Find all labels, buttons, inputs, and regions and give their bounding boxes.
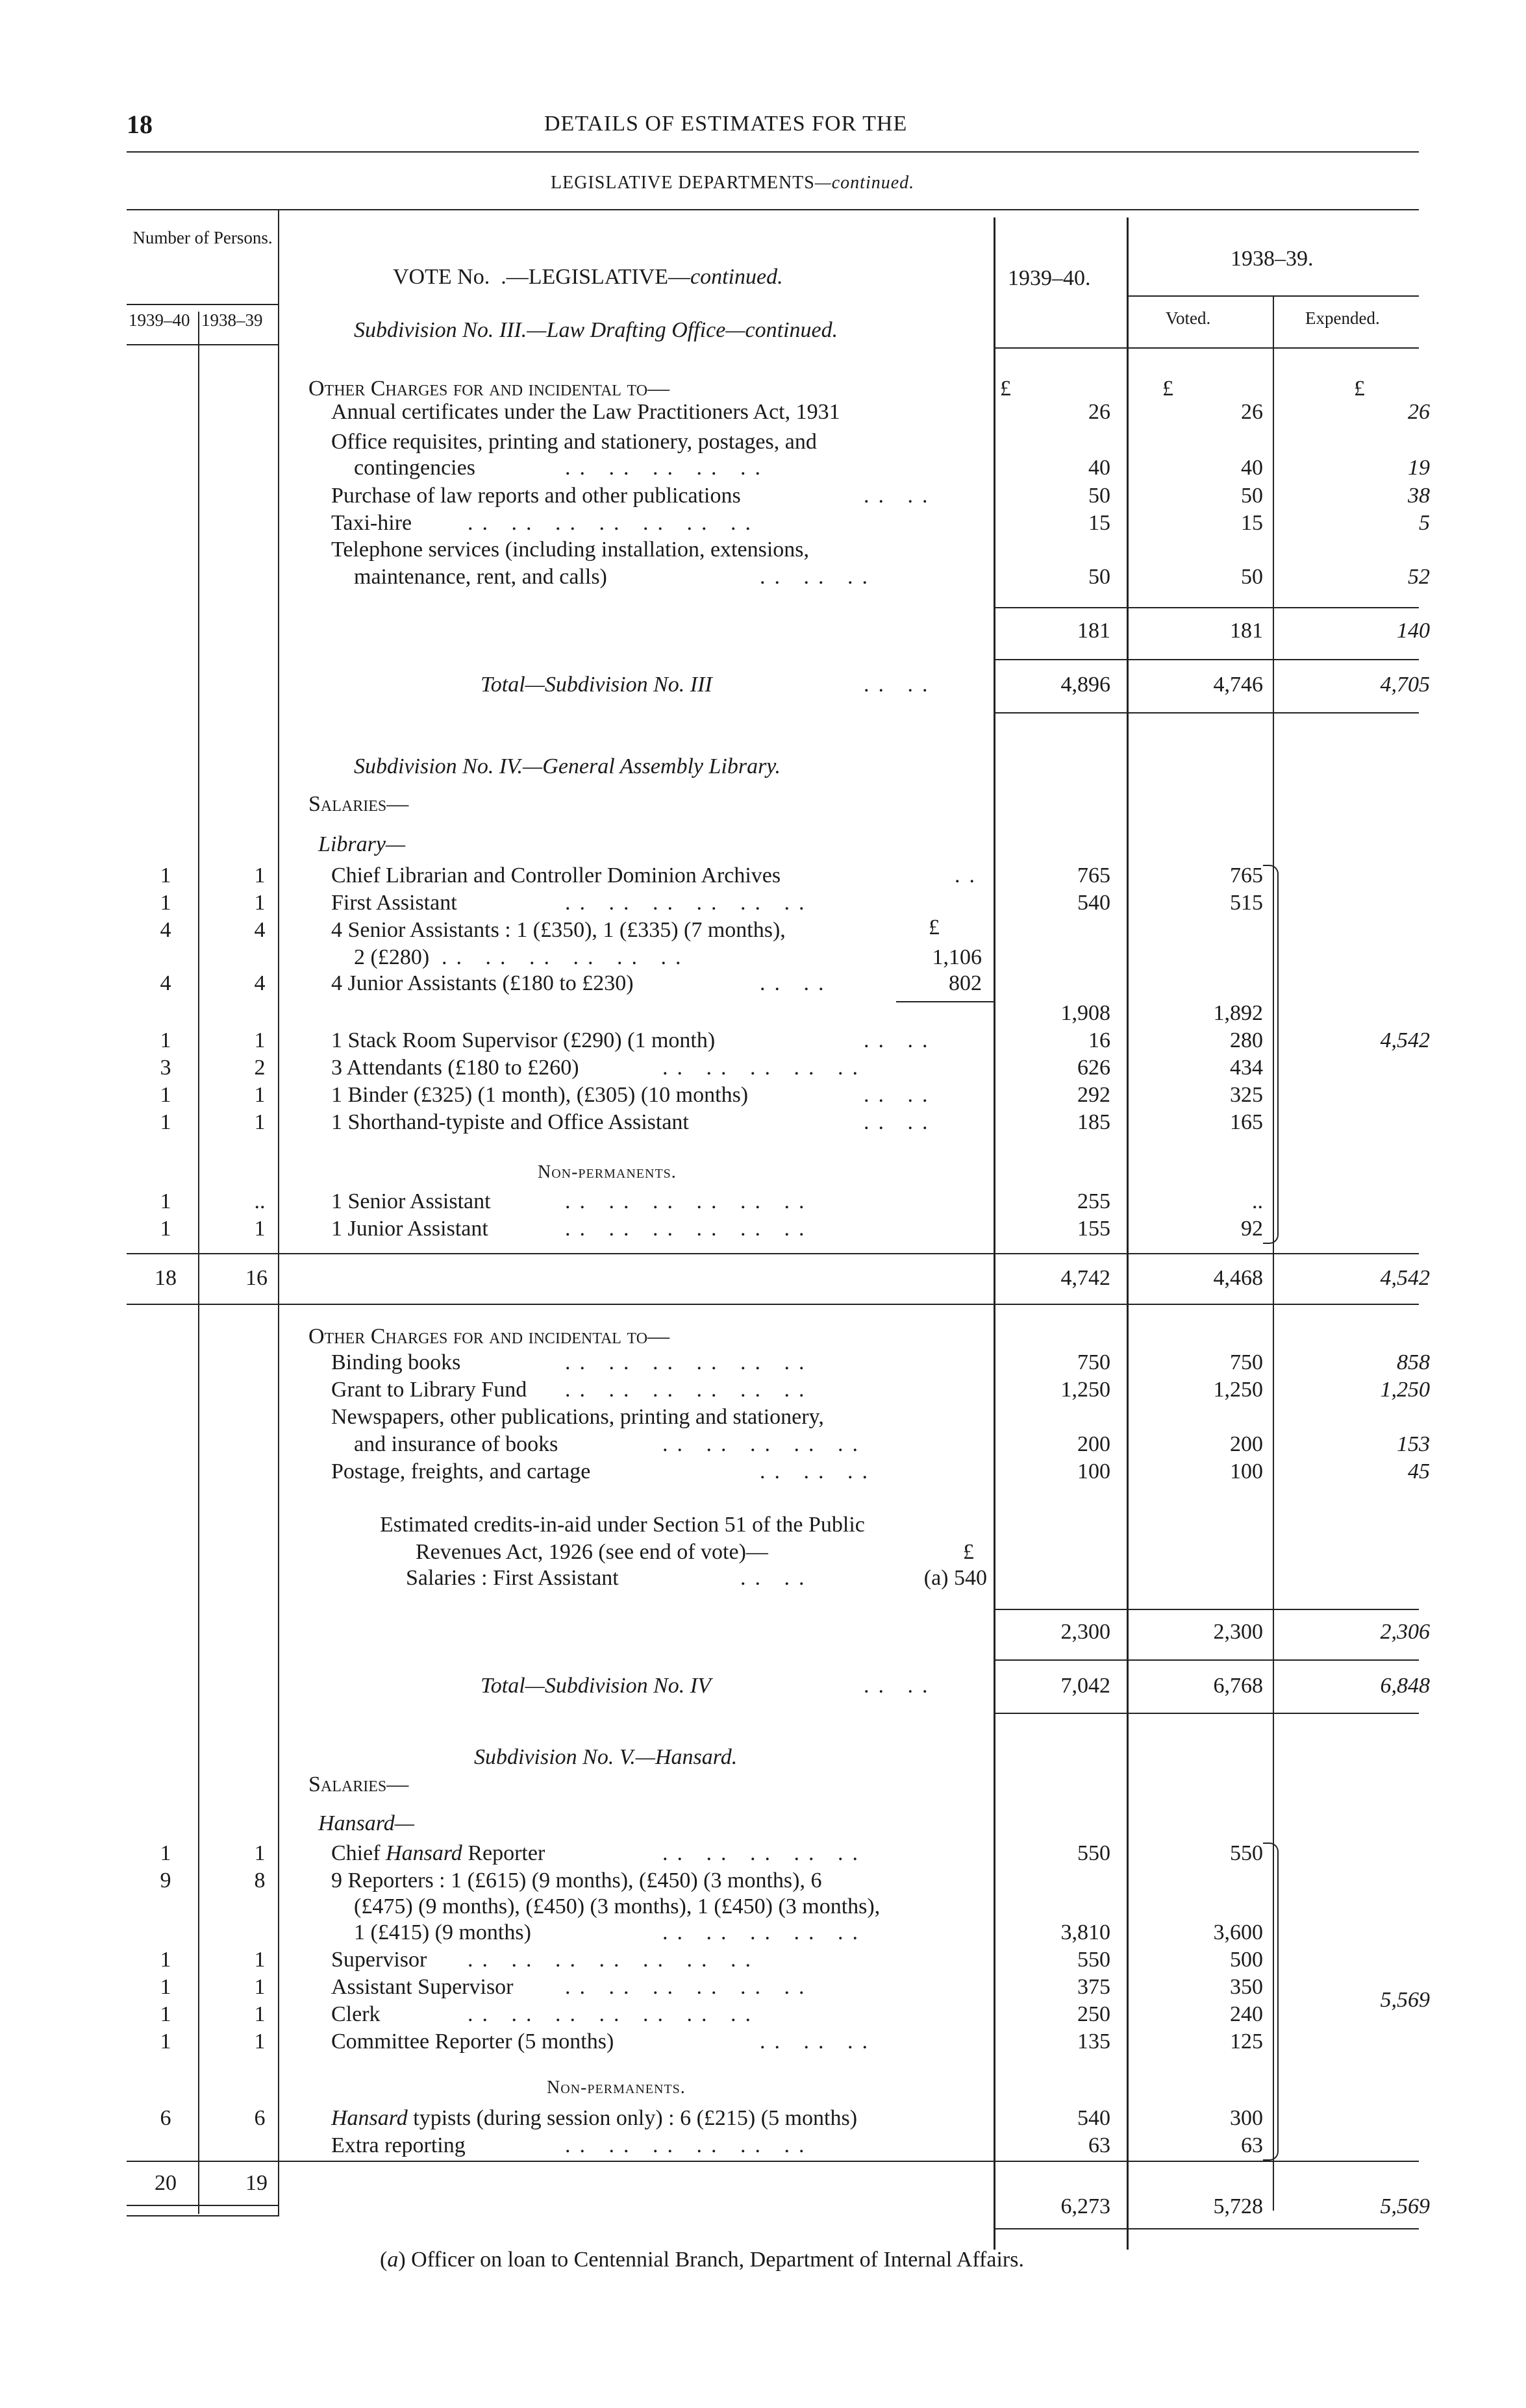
row-text: Chief Librarian and Controller Dominion Archives bbox=[331, 863, 781, 887]
persons-rule bbox=[127, 304, 278, 305]
row-text: Binding books bbox=[331, 1350, 461, 1374]
inner-pound: £ bbox=[929, 915, 940, 939]
row-text: Supervisor bbox=[331, 1948, 427, 1972]
footnote: (a) Officer on loan to Centennial Branch, Department of Internal Affairs. bbox=[380, 2248, 1024, 2272]
sub5-end-rule bbox=[994, 2228, 1419, 2229]
sub5-salaries-heading: Salaries— bbox=[308, 1772, 409, 1796]
value-1939: 250 bbox=[1077, 2002, 1110, 2026]
row-text: Purchase of law reports and other publications bbox=[331, 484, 741, 508]
value-1939: 550 bbox=[1077, 1841, 1110, 1865]
persons-total-1938: 16 bbox=[245, 1266, 268, 1290]
value-voted: 125 bbox=[1230, 2029, 1263, 2054]
value-voted: 515 bbox=[1230, 891, 1263, 915]
value-voted: 280 bbox=[1230, 1028, 1263, 1052]
persons-1939: 1 bbox=[160, 891, 171, 915]
row-text: 1 Senior Assistant bbox=[331, 1189, 491, 1213]
persons-1938: 1 bbox=[254, 1083, 266, 1107]
col-head-1938-39: 1938–39 bbox=[201, 310, 263, 330]
sub4-oc-heading: Other Charges for and incidental to— bbox=[308, 1324, 670, 1348]
sub5-hansard-heading: Hansard— bbox=[318, 1811, 414, 1835]
value-1939: 26 bbox=[1088, 400, 1110, 424]
value-1939: 540 bbox=[1077, 2106, 1110, 2130]
value-1939: 200 bbox=[1077, 1432, 1110, 1456]
row-text: Extra reporting bbox=[331, 2133, 466, 2157]
row-text: 1 Stack Room Supervisor (£290) (1 month) bbox=[331, 1028, 716, 1052]
leader-dots: .. .. .. bbox=[760, 565, 877, 589]
persons-1939: 1 bbox=[160, 863, 171, 887]
value-voted: 50 bbox=[1241, 565, 1263, 589]
value-expended: 26 bbox=[1408, 400, 1430, 424]
value-voted: 100 bbox=[1230, 1459, 1263, 1483]
value-expended: 19 bbox=[1408, 456, 1430, 480]
inner-junior-amount: 802 bbox=[949, 971, 982, 995]
persons-1939: 1 bbox=[160, 1217, 171, 1241]
row-text: contingencies bbox=[354, 456, 475, 480]
value-1939: 1,250 bbox=[1060, 1378, 1110, 1402]
value-1939: 3,810 bbox=[1060, 1920, 1110, 1944]
persons-1939: 4 bbox=[160, 918, 171, 942]
inner-sum-rule bbox=[896, 1001, 994, 1002]
value-expended: 153 bbox=[1397, 1432, 1430, 1456]
value-1939: 15 bbox=[1088, 511, 1110, 535]
leader-dots: .. .. .. .. .. .. bbox=[565, 2133, 814, 2157]
value-voted: 92 bbox=[1241, 1217, 1263, 1241]
value-voted: 300 bbox=[1230, 2106, 1263, 2130]
row-text: Clerk bbox=[331, 2002, 381, 2026]
leader-dots: .. .. .. bbox=[760, 1459, 877, 1483]
row-text: Taxi-hire bbox=[331, 511, 412, 535]
value-expended: 6,848 bbox=[1380, 1674, 1430, 1698]
leader-dots: .. .. bbox=[740, 1566, 814, 1590]
sub4-bracket-expended: 4,542 bbox=[1380, 1028, 1430, 1052]
sub3-subtotal-rule bbox=[994, 607, 1419, 608]
row-text: (£475) (9 months), (£450) (3 months), 1 (£450) (3 months), bbox=[354, 1894, 881, 1918]
row-text: First Assistant bbox=[331, 891, 457, 915]
persons-1938: 1 bbox=[254, 1948, 266, 1972]
credits-line-3: Salaries : First Assistant bbox=[406, 1566, 619, 1590]
leader-dots: .. .. .. .. .. .. bbox=[565, 1189, 814, 1213]
value-voted: 50 bbox=[1241, 484, 1263, 508]
leader-dots: .. .. .. .. .. .. .. bbox=[468, 511, 760, 535]
leader-dots: .. .. bbox=[864, 673, 937, 697]
row-text: Annual certificates under the Law Practitioners Act, 1931 bbox=[331, 400, 840, 424]
persons-1939: 9 bbox=[160, 1868, 171, 1893]
leader-dots: .. .. .. .. .. .. bbox=[442, 945, 690, 969]
leader-dots: .. .. .. .. .. .. .. bbox=[468, 2002, 760, 2026]
value-1939: 4,896 bbox=[1060, 673, 1110, 697]
persons-1938: 1 bbox=[254, 1975, 266, 1999]
col-rule-persons bbox=[198, 312, 199, 2214]
pound-expended: £ bbox=[1354, 377, 1365, 401]
persons-label: Number of Persons. bbox=[132, 228, 273, 247]
leader-dots: .. .. .. .. .. bbox=[662, 1841, 867, 1865]
persons-1938: 4 bbox=[254, 971, 266, 995]
row-text: and insurance of books bbox=[354, 1432, 558, 1456]
persons-1938: 1 bbox=[254, 2029, 266, 2054]
col-rule-voted bbox=[1127, 217, 1129, 2250]
persons-1939: 1 bbox=[160, 2029, 171, 2054]
value-1939: 2,300 bbox=[1060, 1620, 1110, 1644]
value-voted: 200 bbox=[1230, 1432, 1263, 1456]
row-text: 1 Shorthand-typiste and Office Assistant bbox=[331, 1110, 689, 1134]
persons-rule-2 bbox=[127, 344, 278, 345]
sub3-total-rule bbox=[994, 659, 1419, 660]
leader-dots: .. .. .. bbox=[760, 2029, 877, 2054]
leader-dots: .. .. bbox=[864, 1083, 937, 1107]
value-voted: 2,300 bbox=[1213, 1620, 1263, 1644]
leader-dots: .. .. bbox=[864, 1028, 937, 1052]
value-voted: 63 bbox=[1241, 2133, 1263, 2157]
persons-1938: .. bbox=[254, 1189, 266, 1213]
header-bottom-rule bbox=[994, 347, 1419, 349]
value-expended: 52 bbox=[1408, 565, 1430, 589]
row-text: Newspapers, other publications, printing and stationery, bbox=[331, 1405, 824, 1429]
persons-1939: 1 bbox=[160, 1083, 171, 1107]
leader-dots: .. .. .. .. .. .. bbox=[565, 1217, 814, 1241]
value-voted: 550 bbox=[1230, 1841, 1263, 1865]
persons-1938: 1 bbox=[254, 891, 266, 915]
value-1939: 100 bbox=[1077, 1459, 1110, 1483]
row-text: Hansard typists (during session only) : 6 (£215) (5 months) bbox=[331, 2106, 858, 2130]
value-1939: 540 bbox=[1077, 891, 1110, 915]
persons-1939: 1 bbox=[160, 2002, 171, 2026]
value-1939: 40 bbox=[1088, 456, 1110, 480]
value-1939: 181 bbox=[1077, 619, 1110, 643]
sub5-title: Subdivision No. V.—Hansard. bbox=[474, 1745, 738, 1769]
credits-line-2: Revenues Act, 1926 (see end of vote)— bbox=[416, 1540, 768, 1564]
value-expended: 5 bbox=[1419, 511, 1430, 535]
leader-dots: .. .. .. .. .. bbox=[662, 1432, 867, 1456]
value-expended: 140 bbox=[1397, 619, 1430, 643]
row-text: 4 Senior Assistants : 1 (£350), 1 (£335) (7 months), bbox=[331, 918, 786, 942]
leader-dots: .. .. .. .. .. bbox=[565, 456, 769, 480]
total-label: Total—Subdivision No. IV bbox=[481, 1674, 711, 1698]
value-voted: 1,250 bbox=[1213, 1378, 1263, 1402]
value-1939: 50 bbox=[1088, 565, 1110, 589]
value-expended: 38 bbox=[1408, 484, 1430, 508]
persons-total-1938: 19 bbox=[245, 2171, 268, 2195]
value-voted: 350 bbox=[1230, 1975, 1263, 1999]
value-voted: 40 bbox=[1241, 456, 1263, 480]
value-1939: 750 bbox=[1077, 1350, 1110, 1374]
value-voted: 165 bbox=[1230, 1110, 1263, 1134]
persons-1939: 1 bbox=[160, 1110, 171, 1134]
value-voted: 3,600 bbox=[1213, 1920, 1263, 1944]
voted-head: Voted. bbox=[1166, 308, 1211, 328]
sub4-salary-total-rule bbox=[127, 1253, 1419, 1254]
value-voted: 434 bbox=[1230, 1056, 1263, 1080]
row-text: Telephone services (including installation, extensions, bbox=[331, 538, 809, 562]
value-1939: 63 bbox=[1088, 2133, 1110, 2157]
total-label: Total—Subdivision No. III bbox=[481, 673, 712, 697]
leader-dots: .. .. .. .. .. .. bbox=[565, 1975, 814, 1999]
persons-1938: 1 bbox=[254, 863, 266, 887]
persons-1939: 3 bbox=[160, 1056, 171, 1080]
year-1938-39-head: 1938–39. bbox=[1231, 247, 1314, 271]
row-text: 2 (£280) bbox=[354, 945, 430, 969]
persons-1938: 1 bbox=[254, 1028, 266, 1052]
persons-1939: 1 bbox=[160, 1975, 171, 1999]
value-voted: 1,892 bbox=[1213, 1001, 1263, 1025]
pound-1939: £ bbox=[1000, 377, 1011, 401]
value-expended: 5,569 bbox=[1380, 2194, 1430, 2218]
sub4-nonperm-heading: Non-permanents. bbox=[538, 1162, 677, 1182]
row-text: 4 Junior Assistants (£180 to £230) bbox=[331, 971, 634, 995]
value-1939: 16 bbox=[1088, 1028, 1110, 1052]
value-expended: 4,542 bbox=[1380, 1266, 1430, 1290]
value-voted: 765 bbox=[1230, 863, 1263, 887]
sub5-total-rule bbox=[127, 2161, 1419, 2162]
sub4-salaries-heading: Salaries— bbox=[308, 792, 409, 816]
sub5-salary-brace bbox=[1263, 1843, 1279, 2161]
persons-1939: 4 bbox=[160, 971, 171, 995]
persons-1939: 1 bbox=[160, 1841, 171, 1865]
sub3-end-rule bbox=[994, 712, 1419, 714]
persons-total-1939: 18 bbox=[155, 1266, 177, 1290]
leader-dots: .. .. bbox=[864, 1674, 937, 1698]
leader-dots: .. .. .. .. .. bbox=[662, 1920, 867, 1944]
persons-1938: 4 bbox=[254, 918, 266, 942]
sub5-bracket-expended: 5,569 bbox=[1380, 1988, 1430, 2012]
header-rule bbox=[127, 151, 1419, 153]
persons-1939: 1 bbox=[160, 1948, 171, 1972]
value-expended: 1,250 bbox=[1380, 1378, 1430, 1402]
persons-1939: 6 bbox=[160, 2106, 171, 2130]
persons-1938: 1 bbox=[254, 1217, 266, 1241]
sub5-nonperm-heading: Non-permanents. bbox=[547, 2078, 686, 2098]
sub4-end-rule bbox=[994, 1713, 1419, 1714]
value-voted: 325 bbox=[1230, 1083, 1263, 1107]
leader-dots: .. .. .. .. .. .. .. bbox=[468, 1948, 760, 1972]
row-text: maintenance, rent, and calls) bbox=[354, 565, 607, 589]
value-expended: 4,705 bbox=[1380, 673, 1430, 697]
table-bottom-rule bbox=[127, 2215, 279, 2216]
row-text: 1 Junior Assistant bbox=[331, 1217, 488, 1241]
vote-title: VOTE No. .—LEGISLATIVE—continued. bbox=[393, 265, 783, 289]
value-voted: 181 bbox=[1230, 619, 1263, 643]
value-voted: 4,468 bbox=[1213, 1266, 1263, 1290]
credits-amount: (a) 540 bbox=[923, 1566, 987, 1590]
value-voted: 26 bbox=[1241, 400, 1263, 424]
persons-1938: 2 bbox=[254, 1056, 266, 1080]
value-1939: 550 bbox=[1077, 1948, 1110, 1972]
leader-dots: .. .. bbox=[864, 1110, 937, 1134]
sub4-title: Subdivision No. IV.—General Assembly Library. bbox=[354, 754, 781, 778]
leader-dots: .. .. .. .. .. bbox=[662, 1056, 867, 1080]
section-title: LEGISLATIVE DEPARTMENTS—continued. bbox=[551, 173, 915, 193]
leader-dots: .. bbox=[955, 863, 984, 887]
persons-1938: 1 bbox=[254, 1841, 266, 1865]
persons-1939: 1 bbox=[160, 1189, 171, 1213]
row-text: Chief Hansard Reporter bbox=[331, 1841, 545, 1865]
value-voted: 4,746 bbox=[1213, 673, 1263, 697]
row-text: 1 Binder (£325) (1 month), (£305) (10 months) bbox=[331, 1083, 749, 1107]
value-expended: 45 bbox=[1408, 1459, 1430, 1483]
row-text: 9 Reporters : 1 (£615) (9 months), (£450) (3 months), 6 bbox=[331, 1868, 822, 1893]
pound-voted: £ bbox=[1162, 377, 1173, 401]
value-1939: 6,273 bbox=[1060, 2194, 1110, 2218]
leader-dots: .. .. bbox=[864, 484, 937, 508]
expended-head: Expended. bbox=[1305, 308, 1380, 328]
row-text: Office requisites, printing and stationery, postages, and bbox=[331, 430, 817, 454]
persons-total-1939: 20 bbox=[155, 2171, 177, 2195]
value-voted: 500 bbox=[1230, 1948, 1263, 1972]
value-voted: 15 bbox=[1241, 511, 1263, 535]
row-text: 1 (£415) (9 months) bbox=[354, 1920, 531, 1944]
row-text: Committee Reporter (5 months) bbox=[331, 2029, 614, 2054]
sub4-salary-end-rule bbox=[127, 1304, 1419, 1305]
value-voted: .. bbox=[1252, 1189, 1263, 1213]
credits-line-1: Estimated credits-in-aid under Section 51 of the Public bbox=[380, 1513, 865, 1537]
persons-1938: 1 bbox=[254, 2002, 266, 2026]
persons-1938: 6 bbox=[254, 2106, 266, 2130]
value-voted: 240 bbox=[1230, 2002, 1263, 2026]
value-1939: 185 bbox=[1077, 1110, 1110, 1134]
inner-senior-amount: 1,106 bbox=[932, 945, 982, 969]
value-expended: 858 bbox=[1397, 1350, 1430, 1374]
value-voted: 750 bbox=[1230, 1350, 1263, 1374]
value-1939: 375 bbox=[1077, 1975, 1110, 1999]
value-voted: 5,728 bbox=[1213, 2194, 1263, 2218]
value-1939: 765 bbox=[1077, 863, 1110, 887]
value-1939: 7,042 bbox=[1060, 1674, 1110, 1698]
row-text: 3 Attendants (£180 to £260) bbox=[331, 1056, 579, 1080]
leader-dots: .. .. bbox=[760, 971, 833, 995]
persons-total-rule bbox=[127, 2205, 278, 2206]
persons-1939: 1 bbox=[160, 1028, 171, 1052]
persons-1938: 8 bbox=[254, 1868, 266, 1893]
table-top-rule bbox=[127, 209, 1419, 210]
year-split-rule bbox=[1127, 295, 1419, 297]
sub3-oc-heading: Other Charges for and incidental to— bbox=[308, 377, 670, 401]
value-1939: 155 bbox=[1077, 1217, 1110, 1241]
value-1939: 626 bbox=[1077, 1056, 1110, 1080]
year-1939-40-head: 1939–40. bbox=[1008, 266, 1091, 290]
col-head-1939-40: 1939–40 bbox=[129, 310, 190, 330]
credits-pound: £ bbox=[963, 1540, 974, 1564]
value-1939: 292 bbox=[1077, 1083, 1110, 1107]
sub4-library-heading: Library— bbox=[318, 832, 406, 856]
col-rule-1939 bbox=[994, 217, 995, 2250]
sub4-oc-total-rule bbox=[994, 1609, 1419, 1610]
running-head: DETAILS OF ESTIMATES FOR THE bbox=[544, 112, 908, 136]
page-number: 18 bbox=[127, 110, 153, 139]
row-text: Assistant Supervisor bbox=[331, 1975, 514, 1999]
value-1939: 1,908 bbox=[1060, 1001, 1110, 1025]
value-1939: 4,742 bbox=[1060, 1266, 1110, 1290]
value-1939: 50 bbox=[1088, 484, 1110, 508]
sub3-title: Subdivision No. III.—Law Drafting Office—continued. bbox=[354, 318, 838, 342]
value-voted: 6,768 bbox=[1213, 1674, 1263, 1698]
leader-dots: .. .. .. .. .. .. bbox=[565, 891, 814, 915]
leader-dots: .. .. .. .. .. .. bbox=[565, 1378, 814, 1402]
sub4-total-rule bbox=[994, 1659, 1419, 1661]
persons-1938: 1 bbox=[254, 1110, 266, 1134]
value-1939: 135 bbox=[1077, 2029, 1110, 2054]
sub4-salary-brace bbox=[1263, 865, 1279, 1244]
row-text: Grant to Library Fund bbox=[331, 1378, 527, 1402]
row-text: Postage, freights, and cartage bbox=[331, 1459, 591, 1483]
value-1939: 255 bbox=[1077, 1189, 1110, 1213]
leader-dots: .. .. .. .. .. .. bbox=[565, 1350, 814, 1374]
value-expended: 2,306 bbox=[1380, 1620, 1430, 1644]
